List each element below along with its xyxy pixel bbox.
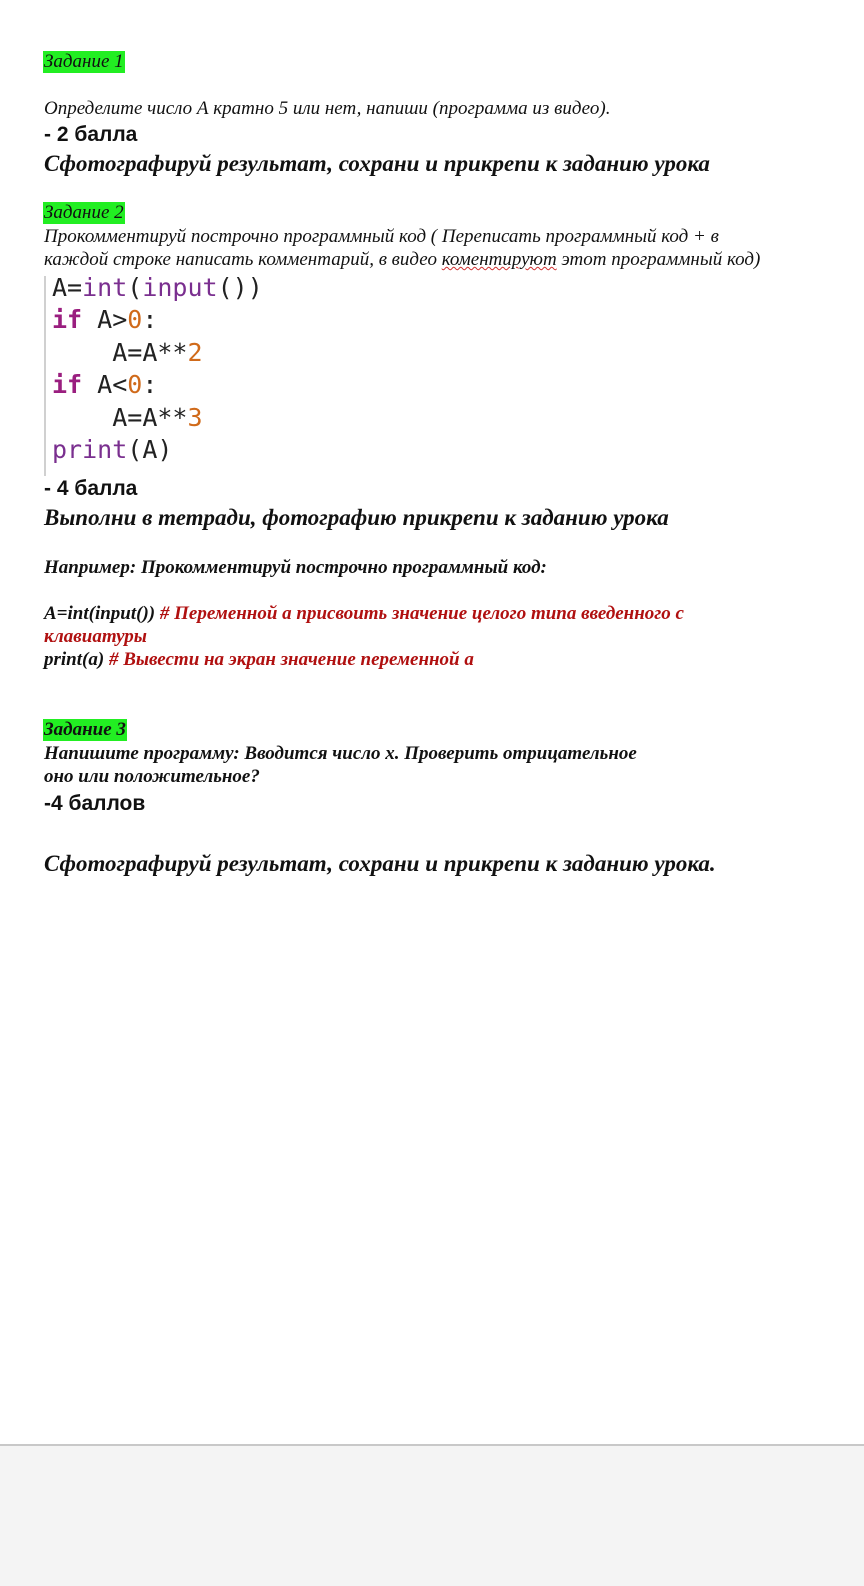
code-line-5 (52, 402, 203, 435)
code-var: A= (52, 273, 83, 302)
code-line-6 (52, 434, 172, 467)
code-line-3 (52, 337, 203, 370)
example-code: print(a) (44, 649, 105, 670)
code-keyword: if (52, 305, 83, 334)
code-text: (A) (127, 435, 173, 464)
code-paren: ( (127, 273, 143, 302)
task3-score: -4 баллов (44, 792, 146, 815)
code-number: 0 (127, 305, 143, 334)
example-comment: # Переменной а присвоить значение целого типа введенного с (155, 603, 684, 624)
task2-text-line2-end: этот программный код) (556, 249, 761, 270)
task2-text-line1: Прокомментируй построчно программный код ( Переписать программный код + в (44, 226, 719, 247)
task2-text-line2-start: каждой строке написать комментарий, в видео (44, 249, 442, 270)
example-line-2 (44, 649, 474, 671)
code-line-4 (52, 369, 157, 402)
code-text: : (142, 305, 158, 334)
code-builtin-input: input (142, 273, 218, 302)
code-text: A< (82, 370, 128, 399)
code-keyword: if (52, 370, 83, 399)
task1-text: Определите число А кратно 5 или нет, напиши (программа из видео). (44, 98, 611, 119)
example-line-1 (44, 603, 684, 625)
code-builtin-print: print (52, 435, 128, 464)
task2-label: Задание 2 (44, 202, 124, 223)
task3-label: Задание 3 (44, 719, 126, 740)
example-comment: # Вывести на экран значение переменной а (104, 649, 474, 670)
example-heading: Например: Прокомментируй построчно программный код: (44, 557, 547, 578)
example-code: A=int(input()) (44, 603, 156, 624)
task2-score: - 4 балла (44, 477, 138, 500)
task2-text-line2 (44, 249, 760, 271)
task3-text-line2: оно или положительное? (44, 766, 260, 787)
code-indent (52, 338, 112, 367)
task1-score: - 2 балла (44, 123, 138, 146)
code-number: 3 (187, 403, 203, 432)
code-screenshot (44, 273, 276, 476)
code-paren: ()) (217, 273, 263, 302)
code-text: : (142, 370, 158, 399)
page-bottom-background (0, 1444, 864, 1586)
code-number: 2 (187, 338, 203, 367)
code-builtin-int: int (82, 273, 128, 302)
example-line-1-cont: клавиатуры (44, 626, 147, 647)
code-number: 0 (127, 370, 143, 399)
code-text: A=A** (112, 403, 188, 432)
task2-instruction: Выполни в тетради, фотографию прикрепи к заданию урока (44, 505, 669, 530)
misspelled-word: коментируют (441, 249, 557, 270)
code-indent (52, 403, 112, 432)
task1-label: Задание 1 (44, 51, 124, 72)
task3-text-line1: Напишите программу: Вводится число х. Проверить отрицательное (44, 743, 637, 764)
task1-instruction: Сфотографируй результат, сохрани и прикрепи к заданию урока (44, 151, 710, 176)
code-line-2 (52, 304, 157, 337)
task3-instruction: Сфотографируй результат, сохрани и прикрепи к заданию урока. (44, 851, 716, 876)
code-line-1 (52, 272, 263, 305)
code-text: A=A** (112, 338, 188, 367)
code-text: A> (82, 305, 128, 334)
